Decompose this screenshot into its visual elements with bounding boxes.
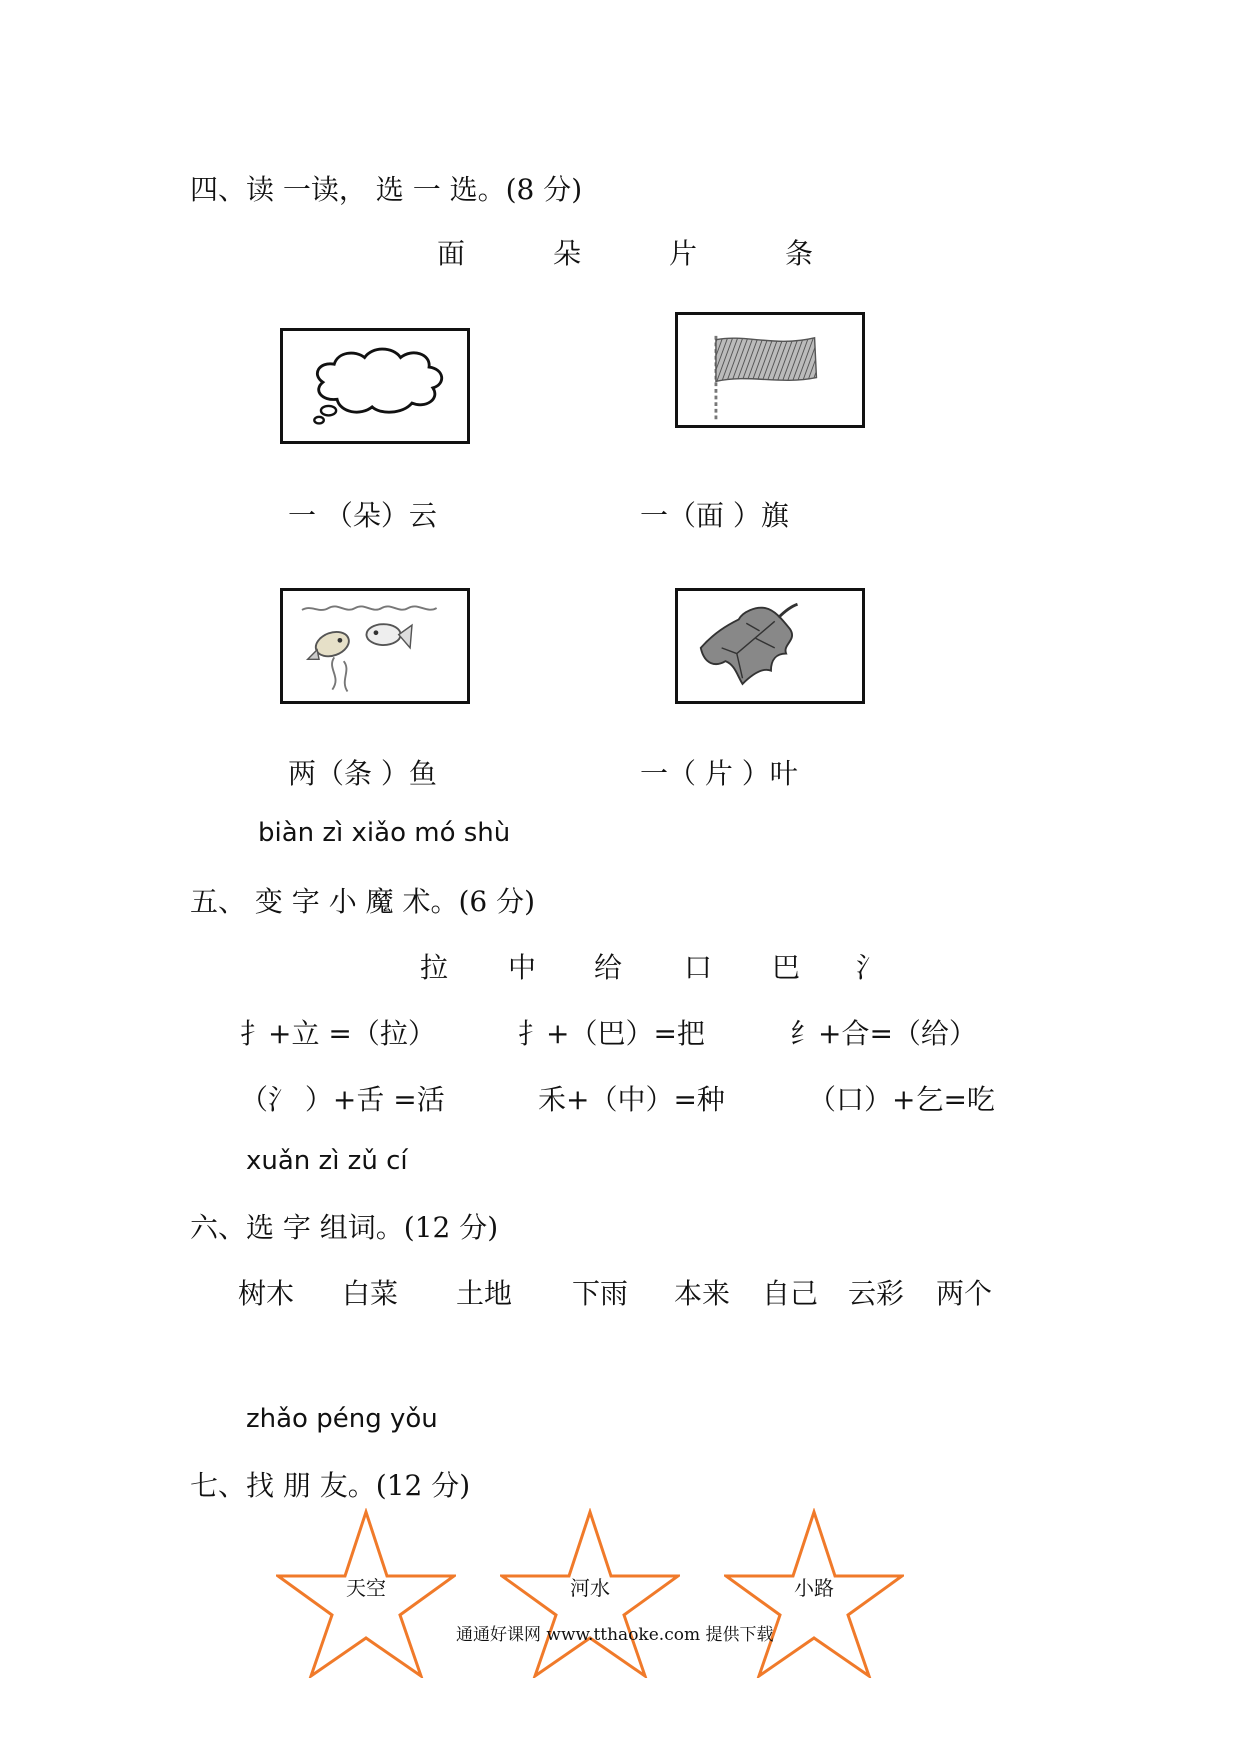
option-zhong: 中 — [508, 951, 537, 984]
formula-huo: （氵 ）+舌 =活 — [240, 1083, 445, 1116]
section7-pinyin: zhǎo péng yǒu — [246, 1404, 438, 1434]
answer-flag: 一（面 ）旗 — [640, 499, 789, 532]
section6-title: 六、选 字 组词。(12 分) — [190, 1211, 499, 1244]
star-1 — [276, 1508, 456, 1678]
answer-cloud: 一 （朵）云 — [288, 499, 437, 532]
cloud-picture — [280, 328, 470, 444]
option-gei: 给 — [594, 951, 623, 984]
option-kou: 口 — [684, 951, 713, 984]
star-label-3: 小路 — [794, 1576, 834, 1600]
option-la: 拉 — [420, 951, 449, 984]
fish-icon — [283, 591, 467, 701]
leaf-icon — [678, 591, 862, 701]
option-duo: 朵 — [553, 237, 582, 270]
formula-zhong: 禾+（中）=种 — [538, 1083, 725, 1116]
fish-picture — [280, 588, 470, 704]
section7-title: 七、找 朋 友。(12 分) — [190, 1469, 471, 1502]
formula-la: 扌+立 =（拉） — [240, 1017, 436, 1050]
star-label-1: 天空 — [346, 1576, 386, 1600]
flag-picture — [675, 312, 865, 428]
star-3 — [724, 1508, 904, 1678]
section5-title: 五、 变 字 小 魔 术。(6 分) — [190, 885, 536, 918]
word-4: 下雨 — [572, 1277, 629, 1310]
answer-fish: 两（条 ）鱼 — [288, 757, 437, 790]
word-2: 白菜 — [342, 1277, 399, 1310]
word-1: 树木 — [238, 1277, 295, 1310]
section6-pinyin: xuǎn zì zǔ cí — [246, 1146, 408, 1176]
star-label-2: 河水 — [570, 1576, 610, 1600]
star-2 — [500, 1508, 680, 1678]
option-tiao: 条 — [785, 237, 814, 270]
word-5: 本来 — [674, 1277, 731, 1310]
option-mian: 面 — [437, 237, 466, 270]
word-3: 土地 — [456, 1277, 513, 1310]
section5-pinyin: biàn zì xiǎo mó shù — [258, 818, 511, 848]
leaf-picture — [675, 588, 865, 704]
formula-chi: （口）+乞=吃 — [808, 1083, 995, 1116]
footer-text: 通通好课网 www.tthaoke.com 提供下载 — [456, 1625, 774, 1645]
section4-title: 四、读 一读， 选 一 选。(8 分) — [190, 173, 583, 206]
word-8: 两个 — [936, 1277, 993, 1310]
option-ba: 巴 — [772, 951, 801, 984]
flag-icon — [678, 315, 862, 425]
word-7: 云彩 — [848, 1277, 905, 1310]
formula-ba: 扌+（巴）=把 — [518, 1017, 705, 1050]
option-shui: 氵 — [856, 951, 885, 984]
option-pian: 片 — [669, 237, 698, 270]
cloud-icon — [283, 331, 467, 441]
answer-leaf: 一（ 片 ）叶 — [640, 757, 798, 790]
word-6: 自己 — [762, 1277, 819, 1310]
formula-gei: 纟+合=（给） — [790, 1017, 977, 1050]
